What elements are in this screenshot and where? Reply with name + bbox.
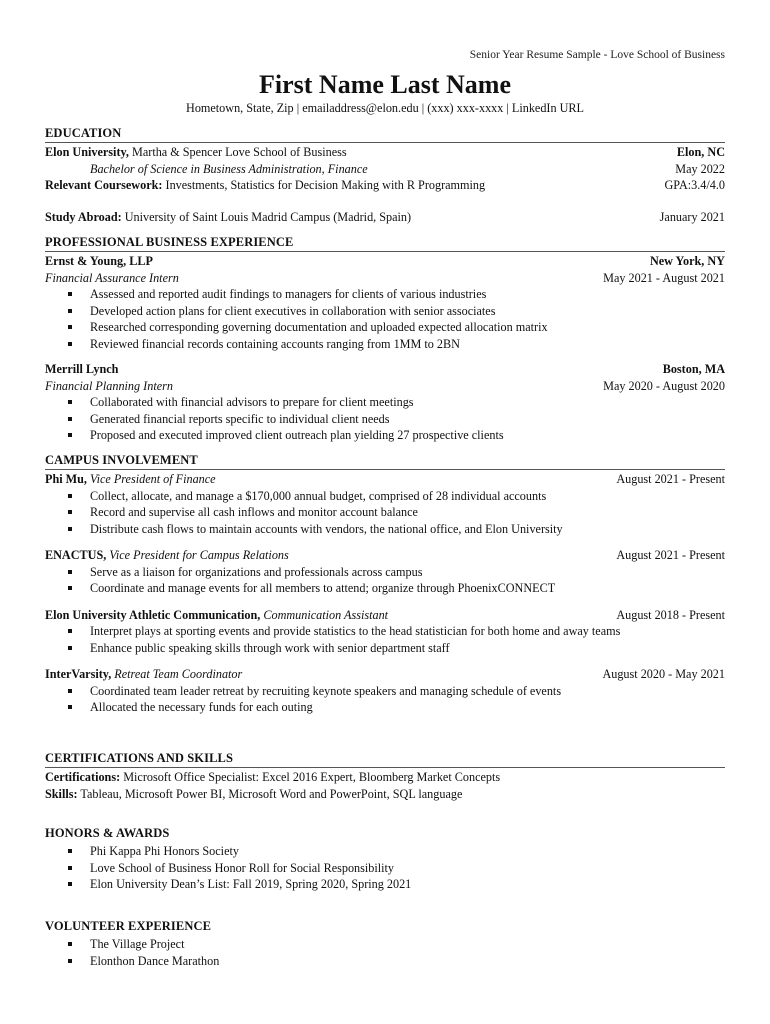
volunteer-section: [45, 919, 725, 969]
candidate-name: First Name Last Name: [259, 70, 511, 99]
list-item: [45, 843, 725, 860]
campus-entry: [45, 547, 725, 597]
bullet-text: Elonthon Dance Marathon: [90, 953, 220, 968]
bullet-text: Love School of Business Honor Roll for Social Responsibility: [90, 860, 394, 875]
job-header-row: [45, 253, 725, 270]
bullet-text: Researched corresponding governing documentation and uploaded expected allocation matrix: [90, 320, 548, 334]
job-bullets: [45, 286, 725, 352]
bullet-text: Record and supervise all cash inflows and monitor account balance: [90, 505, 418, 519]
job-entry: [45, 253, 725, 352]
job-dates: May 2021 - August 2021: [603, 270, 725, 285]
bullet-text: The Village Project: [90, 937, 185, 951]
list-item: [45, 936, 725, 953]
list-item: [45, 336, 725, 353]
campus-role: Vice President of Finance: [86, 472, 216, 486]
bullet-text: Distribute cash flows to maintain accounts with vendors, the national office, and Elon University: [90, 521, 563, 536]
campus-bullets: [45, 683, 725, 716]
bullet-icon: [68, 292, 72, 296]
campus-role: Vice President for Campus Relations: [106, 548, 289, 562]
campus-entry: [45, 471, 725, 537]
campus-header-row: [45, 547, 725, 564]
bullet-icon: [68, 849, 72, 853]
bullet-icon: [68, 527, 72, 531]
list-item: [45, 488, 725, 505]
bullet-icon: [68, 646, 72, 650]
job-role-row: [45, 378, 725, 395]
education-school-row: [45, 144, 725, 161]
campus-org: InterVarsity,: [45, 667, 112, 681]
skills: Tableau, Microsoft Power BI, Microsoft Word and PowerPoint, SQL language: [77, 786, 463, 801]
skills-row: [45, 786, 725, 803]
bullet-icon: [68, 325, 72, 329]
campus-entry: [45, 607, 725, 657]
job-location: Boston, MA: [662, 362, 725, 376]
job-dates: May 2020 - August 2020: [603, 378, 725, 393]
study-abroad-label: Study Abroad:: [45, 209, 122, 224]
job-header-row: [45, 361, 725, 378]
campus-org: Phi Mu,: [45, 472, 87, 486]
list-item: [45, 564, 725, 581]
job-role-row: [45, 270, 725, 287]
bullet-icon: [68, 400, 72, 404]
bullet-icon: [68, 494, 72, 498]
job-location: New York, NY: [649, 254, 725, 268]
list-item: [45, 303, 725, 320]
section-title-experience: PROFESSIONAL BUSINESS EXPERIENCE: [45, 235, 725, 252]
bullet-icon: [68, 309, 72, 313]
job-org: Ernst & Young, LLP: [45, 254, 153, 268]
campus-bullets: [45, 564, 725, 597]
list-item: [45, 319, 725, 336]
campus-dates: August 2021 - Present: [616, 548, 725, 562]
job-org: Merrill Lynch: [45, 362, 119, 376]
document-label: Senior Year Resume Sample - Love School of Business: [469, 49, 725, 61]
degree: Bachelor of Science in Business Administration, Finance: [90, 161, 368, 176]
contact-line: Hometown, State, Zip | emailaddress@elon.edu | (xxx) xxx-xxxx | LinkedIn URL: [186, 101, 584, 115]
campus-role: Retreat Team Coordinator: [111, 667, 243, 681]
list-item: [45, 623, 725, 640]
bullet-icon: [68, 705, 72, 709]
bullet-text: Proposed and executed improved client outreach plan yielding 27 prospective clients: [90, 428, 504, 442]
list-item: [45, 504, 725, 521]
campus-dates: August 2018 - Present: [616, 607, 725, 622]
coursework-label: Relevant Coursework:: [45, 178, 163, 192]
gpa: GPA:3.4/4.0: [664, 178, 725, 192]
list-item: [45, 860, 725, 877]
list-item: [45, 286, 725, 303]
list-item: [45, 876, 725, 893]
list-item: [45, 683, 725, 700]
school-detail: Martha & Spencer Love School of Business: [128, 145, 347, 159]
bullet-text: Reviewed financial records containing accounts ranging from 1MM to 2BN: [90, 336, 460, 351]
section-title-campus: CAMPUS INVOLVEMENT: [45, 453, 725, 470]
bullet-text: Elon University Dean’s List: Fall 2019, Spring 2020, Spring 2021: [90, 877, 412, 891]
section-title-education: EDUCATION: [45, 126, 725, 143]
education-degree-row: [45, 161, 725, 178]
bullet-text: Interpret plays at sporting events and provide statistics to the head statistician for both home and away teams: [90, 624, 621, 638]
skills-section: [45, 751, 725, 802]
bullet-icon: [68, 959, 72, 963]
job-role: Financial Planning Intern: [45, 378, 173, 393]
school-location: Elon, NC: [676, 145, 725, 159]
list-item: [45, 411, 725, 428]
campus-header-row: [45, 607, 725, 624]
study-abroad-date: January 2021: [659, 209, 725, 224]
campus-bullets: [45, 623, 725, 656]
list-item: [45, 394, 725, 411]
campus-dates: August 2021 - Present: [616, 472, 725, 486]
experience-section: [45, 235, 725, 444]
volunteer-list: [45, 936, 725, 969]
campus-header-row: [45, 471, 725, 488]
job-bullets: [45, 394, 725, 444]
certifications-label: Certifications:: [45, 770, 121, 784]
honors-list: [45, 843, 725, 893]
section-title-volunteer: VOLUNTEER EXPERIENCE: [45, 919, 212, 933]
study-abroad: University of Saint Louis Madrid Campus (Madrid, Spain): [121, 209, 412, 224]
campus-org: Elon University Athletic Communication,: [45, 607, 261, 622]
list-item: [45, 521, 725, 538]
bullet-text: Allocated the necessary funds for each outing: [90, 700, 313, 714]
job-role: Financial Assurance Intern: [45, 270, 179, 285]
grad-date: May 2022: [675, 161, 725, 176]
study-abroad-row: [45, 209, 725, 226]
list-item: [45, 427, 725, 444]
section-title-skills: CERTIFICATIONS AND SKILLS: [45, 751, 725, 768]
bullet-icon: [68, 586, 72, 590]
bullet-text: Coordinate and manage events for all members to attend; organize through PhoenixCONNECT: [90, 581, 556, 595]
school-name: Elon University,: [45, 145, 129, 159]
bullet-icon: [68, 689, 72, 693]
list-item: [45, 580, 725, 597]
bullet-icon: [68, 942, 72, 946]
skills-label: Skills:: [45, 786, 78, 801]
bullet-text: Phi Kappa Phi Honors Society: [90, 844, 239, 858]
bullet-text: Collaborated with financial advisors to prepare for client meetings: [90, 395, 414, 409]
coursework: Investments, Statistics for Decision Making with R Programming: [162, 178, 486, 192]
bullet-icon: [68, 882, 72, 886]
bullet-text: Coordinated team leader retreat by recruiting keynote speakers and managing schedule of events: [90, 683, 562, 698]
campus-org: ENACTUS,: [45, 548, 107, 562]
education-coursework-row: [45, 177, 725, 194]
bullet-text: Enhance public speaking skills through work with senior department staff: [90, 640, 450, 655]
list-item: [45, 699, 725, 716]
campus-header-row: [45, 666, 725, 683]
honors-section: [45, 826, 725, 893]
bullet-text: Collect, allocate, and manage a $170,000 annual budget, comprised of 28 individual accounts: [90, 488, 547, 503]
bullet-icon: [68, 433, 72, 437]
certifications-row: [45, 769, 725, 786]
bullet-text: Generated financial reports specific to individual client needs: [90, 411, 390, 426]
bullet-icon: [68, 510, 72, 514]
bullet-icon: [68, 629, 72, 633]
education-section: [45, 126, 725, 225]
job-entry: [45, 361, 725, 444]
bullet-icon: [68, 417, 72, 421]
list-item: [45, 640, 725, 657]
bullet-icon: [68, 342, 72, 346]
bullet-icon: [68, 570, 72, 574]
campus-bullets: [45, 488, 725, 538]
bullet-text: Developed action plans for client executives in collaboration with senior associates: [90, 303, 496, 318]
campus-role: Communication Assistant: [260, 607, 389, 622]
campus-section: [45, 453, 725, 716]
bullet-icon: [68, 866, 72, 870]
bullet-text: Serve as a liaison for organizations and professionals across campus: [90, 564, 423, 579]
campus-dates: August 2020 - May 2021: [602, 667, 725, 681]
list-item: [45, 953, 725, 970]
certifications: Microsoft Office Specialist: Excel 2016 Expert, Bloomberg Market Concepts: [120, 770, 501, 784]
campus-entry: [45, 666, 725, 716]
section-title-honors: HONORS & AWARDS: [45, 826, 170, 840]
bullet-text: Assessed and reported audit findings to managers for clients of various industries: [90, 287, 487, 301]
